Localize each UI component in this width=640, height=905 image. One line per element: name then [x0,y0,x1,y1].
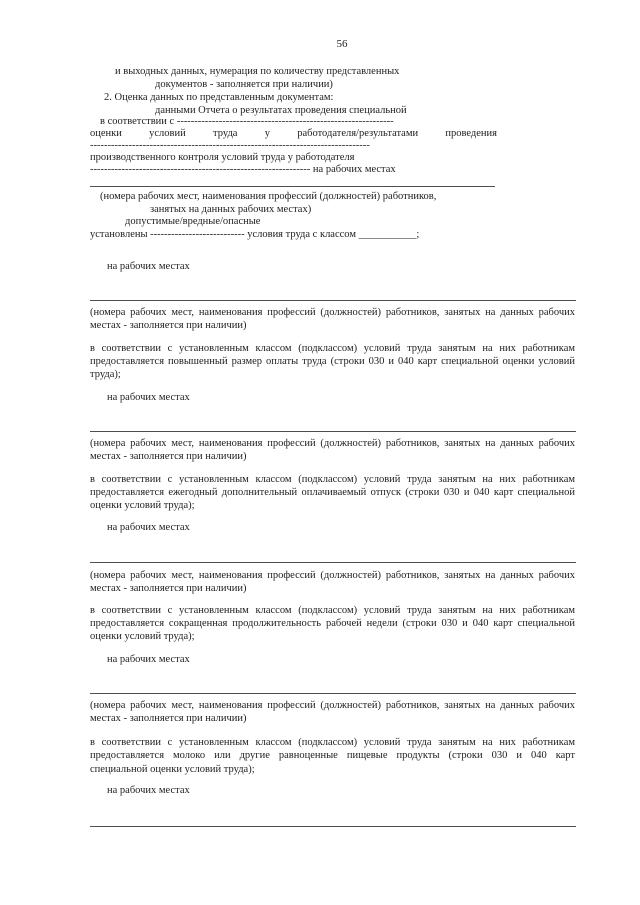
caption-line: местах - заполняется при наличии) [90,451,247,462]
caption-line: (номера рабочих мест, наименования профессий (должностей) работников, занятых на данных рабочих [90,700,575,711]
fill-in-rule [90,693,576,694]
intro-line: в соответствии с -------------------------------------------------------------- [100,116,394,127]
workplace-label: на рабочих местах [107,261,190,272]
workplace-label: на рабочих местах [107,522,190,533]
paragraph-line: в соответствии с установленным классом (подклассом) условий труда занятым на них работникам [90,474,575,485]
dash-line: -------------------------------------------------------------------------------- [90,140,370,151]
fill-in-rule [90,300,576,301]
intro-line: --------------------------------------------------------------- на рабочих местах [90,164,396,175]
caption-line: (номера рабочих мест, наименования профессий (должностей) работников, занятых на данных рабочих [90,307,575,318]
section-title: 2. Оценка данных по представленным документам: [104,92,334,103]
intro-line: данными Отчета о результатах проведения специальной [155,105,407,116]
workplace-block [0,653,640,775]
caption-line: занятых на данных рабочих местах) [150,204,312,215]
paragraph-line: труда); [90,369,121,380]
caption-line: (номера рабочих мест, наименования профессий (должностей) работников, занятых на данных рабочих [90,570,575,581]
fill-in-rule [90,431,576,432]
fill-in-rule [90,186,495,187]
caption-line: (номера рабочих мест, наименования профессий (должностей) работников, [100,191,437,202]
workplace-label: на рабочих местах [107,392,190,403]
fill-in-rule [90,562,576,563]
workplace-block [0,521,640,643]
established-line: установлены --------------------------- условия труда с классом ___________; [90,229,420,240]
intro-line: оценки условий труда у работодателя/результатами проведения [90,128,497,139]
paragraph-line: оценки условий труда); [90,500,195,511]
paragraph-line: предоставляется повышенный размер оплаты труда (строки 030 и 040 карт специальной оценки условий [90,356,575,367]
paragraph-line: в соответствии с установленным классом (подклассом) условий труда занятым на них работникам [90,343,575,354]
class-options: допустимые/вредные/опасные [125,216,261,227]
intro-line: и выходных данных, нумерация по количеству представленных [115,66,400,77]
workplace-block [0,391,640,513]
paragraph-line: предоставляется ежегодный дополнительный оплачиваемый отпуск (строки 030 и 040 карт специальной [90,487,575,498]
workplace-label: на рабочих местах [107,654,190,665]
caption-line: местах - заполняется при наличии) [90,583,247,594]
paragraph-line: в соответствии с установленным классом (подклассом) условий труда занятым на них работникам [90,737,575,748]
paragraph-line: специальной оценки условий труда); [90,764,255,775]
paragraph-line: предоставляется сокращенная продолжительность рабочей недели (строки 030 и 040 карт специальной [90,618,575,629]
caption-line: местах - заполняется при наличии) [90,320,247,331]
paragraph-line: предоставляется молоко или другие равноценные пищевые продукты (строки 030 и 040 карт [90,750,575,761]
workplace-block [0,260,640,382]
workplace-label: на рабочих местах [107,785,190,796]
caption-line: местах - заполняется при наличии) [90,713,247,724]
intro-line: документов - заполняется при наличии) [155,79,333,90]
page-number: 56 [336,38,348,50]
paragraph-line: в соответствии с установленным классом (подклассом) условий труда занятым на них работникам [90,605,575,616]
paragraph-line: оценки условий труда); [90,631,195,642]
intro-line: производственного контроля условий труда у работодателя [90,152,355,163]
fill-in-rule [90,826,576,827]
caption-line: (номера рабочих мест, наименования профессий (должностей) работников, занятых на данных рабочих [90,438,575,449]
